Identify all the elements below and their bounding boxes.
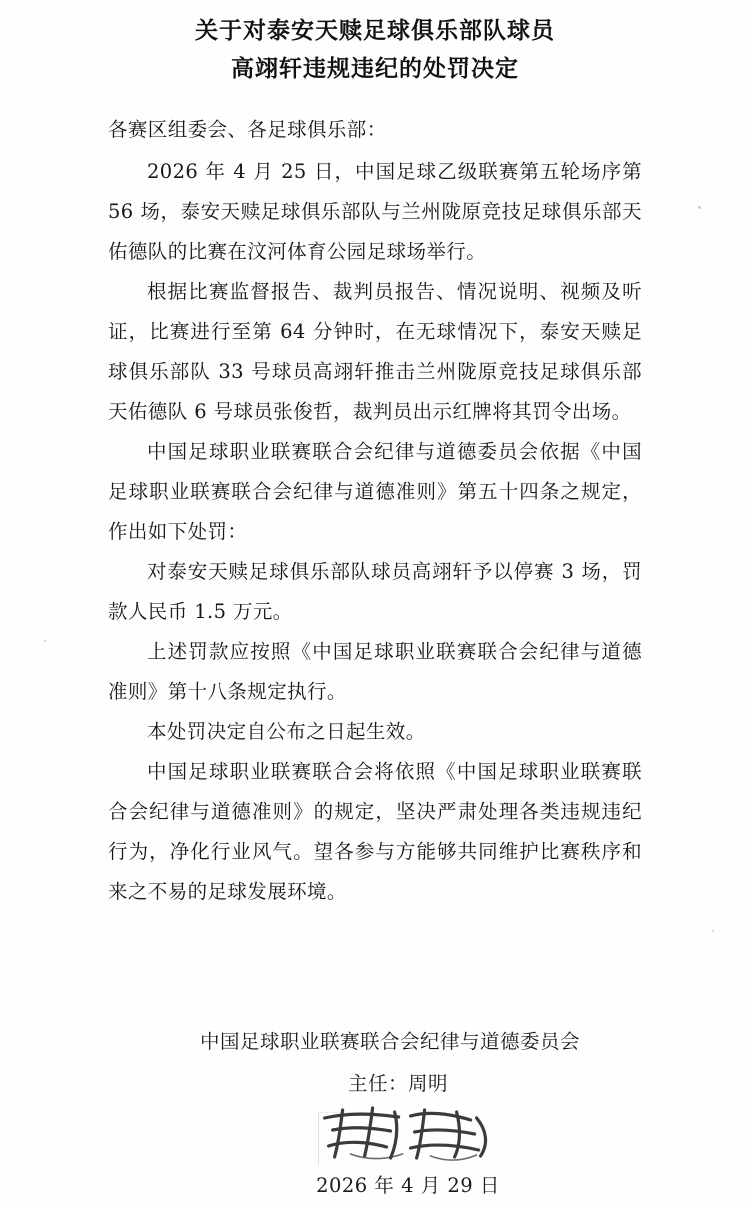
document-body xyxy=(0,88,750,912)
paragraph-4: 对泰安天赎足球俱乐部队球员高翊轩予以停赛 3 场，罚款人民币 1.5 万元。 xyxy=(108,560,642,623)
paragraph-1: 2026 年 4 月 25 日，中国足球乙级联赛第五轮场序第 56 场，泰安天赎足球俱乐部队与兰州陇原竞技足球俱乐部天佑德队的比赛在汶河体育公园足球场举行。 xyxy=(108,160,642,263)
signature-date: 2026 年 4 月 29 日 xyxy=(316,1174,500,1197)
page-title-line-1: 关于对泰安天赎足球俱乐部队球员 xyxy=(195,17,555,44)
handwritten-signature-area xyxy=(46,1102,750,1168)
paper-speck xyxy=(698,206,701,209)
paragraph-3: 中国足球职业联赛联合会纪律与道德委员会依据《中国足球职业联赛联合会纪律与道德准则》第五十四条之规定，作出如下处罚： xyxy=(108,440,642,543)
paper-speck xyxy=(712,930,714,932)
page-title-line-2: 高翊轩违规违纪的处罚决定 xyxy=(231,55,519,82)
signing-organization: 中国足球职业联赛联合会纪律与道德委员会 xyxy=(199,1030,580,1053)
page-title xyxy=(0,0,750,88)
paragraph-5: 上述罚款应按照《中国足球职业联赛联合会纪律与道德准则》第十八条规定执行。 xyxy=(108,640,642,703)
signature-icon xyxy=(311,1102,501,1166)
chairperson-label: 主任：周明 xyxy=(347,1072,448,1095)
paper-speck xyxy=(44,640,46,642)
paragraph-2: 根据比赛监督报告、裁判员报告、情况说明、视频及听证，比赛进行至第 64 分钟时，在无球情况下，泰安天赎足球俱乐部队 33 号球员高翊轩推击兰州陇原竞技足球俱乐部天佑德队 6 号球员张俊哲，裁判员出示红牌将其罚令出场。 xyxy=(108,280,642,423)
paragraph-6: 本处罚决定自公布之日起生效。 xyxy=(147,720,426,743)
paragraph-7: 中国足球职业联赛联合会将依照《中国足球职业联赛联合会纪律与道德准则》的规定，坚决严肃处理各类违规违纪行为，净化行业风气。望各参与方能够共同维护比赛秩序和来之不易的足球发展环境。 xyxy=(108,760,642,903)
salutation: 各赛区组委会、各足球俱乐部： xyxy=(108,118,387,141)
signature-block xyxy=(0,1026,750,1206)
